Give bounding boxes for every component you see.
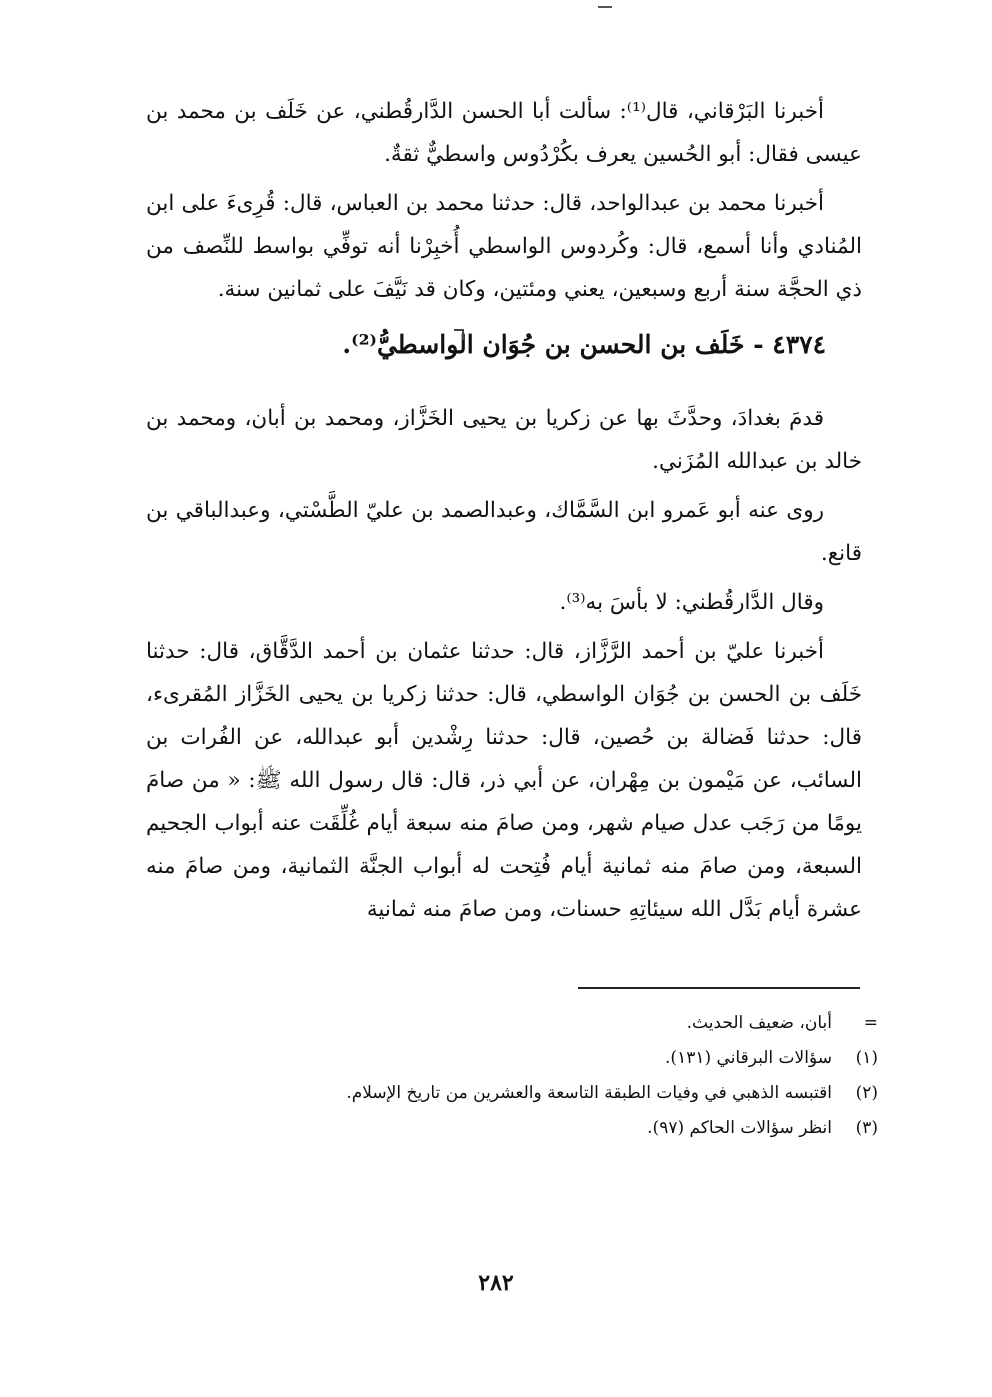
paragraph-barqani-report: أخبرنا البَرْقاني، قال⁽¹⁾: سألت أبا الحسن الدَّارقُطني، عن خَلَف بن محمد بن عيسى فقال: أبو الحُسين يعرف بكُرْدُوس واسطيٌّ ثقةٌ. [146,99,862,167]
footnote-3 [258,1111,878,1146]
footnote-text: سؤالات البرقاني (١٣١). [665,1048,832,1068]
footnote-marker: (٣) [855,1118,878,1138]
footnote-separator [578,987,860,989]
footnote-marker: (٢) [855,1083,878,1103]
footnotes [258,1006,878,1146]
footnote-continuation [258,1006,878,1041]
paragraph-death-date: أخبرنا محمد بن عبدالواحد، قال: حدثنا محمد بن العباس، قال: قُرِىءَ على ابن المُنادي وأنا أسمع، قال: وكُردوس الواسطي أُخبِرْنا أنه توفِّي بواسط للنِّصف من ذي الحجَّة سنة أربع وسبعين، يعني ومئتين، وكان قد نَيَّفَ على ثمانين سنة. [146,191,862,302]
main-text [146,90,862,937]
paragraph-narrators-from-him: روى عنه أبو عَمرو ابن السَّمَّاك، وعبدالصمد بن عليّ الطَّسْتي، وعبدالباقي بن قانع. [146,498,862,566]
footnote-text: انظر سؤالات الحاكم (٩٧). [647,1118,832,1138]
paragraph-daraqutni-verdict: وقال الدَّارقُطني: لا بأسَ به⁽³⁾. [559,590,824,615]
paragraph-hadith-isnad: أخبرنا عليّ بن أحمد الرَّزَّاز، قال: حدثنا عثمان بن أحمد الدَّقَّاق، قال: حدثنا خَلَف بن الحسن بن جُوَان الواسطي، قال: حدثنا زكريا بن يحيى الخَزَّاز المُقرىء، قال: حدثنا فَضالة بن حُصين، قال: حدثنا رِشْدين أبو عبدالله، عن الفُرات بن السائب، عن مَيْمون بن مِهْران، عن أبي ذر، قال: قال رسول الله ﷺ: « من صامَ يومًا من رَجَب عدل صيام شهر، ومن صامَ منه سبعة أيام غُلِّقَت عنه أبواب الجحيم السبعة، ومن صامَ منه ثمانية أيام فُتِحت له أبواب الجنَّة الثمانية، ومن صامَ منه عشرة أيام بَدَّل الله سيئاتِهِ حسنات، ومن صامَ منه ثمانية [146,639,862,922]
footnote-1 [258,1041,878,1076]
paragraph-came-to-baghdad: قدمَ بغدادَ، وحدَّثَ بها عن زكريا بن يحيى الخَزَّاز، ومحمد بن أبان، ومحمد بن خالد بن عبدالله المُزَني. [146,406,862,474]
entry-heading: ٤٣٧٤ - خَلَف بن الحسن بن جُوَان الواسطيُّ⁽²⁾. [342,330,826,359]
stray-print-mark [454,329,464,340]
footnote-text: اقتبسه الذهبي في وفيات الطبقة التاسعة والعشرين من تاريخ الإسلام. [346,1083,832,1103]
footnote-text: أبان، ضعيف الحديث. [686,1013,832,1033]
footnote-marker: (١) [855,1048,878,1068]
footnote-marker: = [863,1013,878,1033]
top-edge-mark [598,0,612,8]
page-number: ٢٨٢ [478,1270,514,1296]
footnote-2 [258,1076,878,1111]
